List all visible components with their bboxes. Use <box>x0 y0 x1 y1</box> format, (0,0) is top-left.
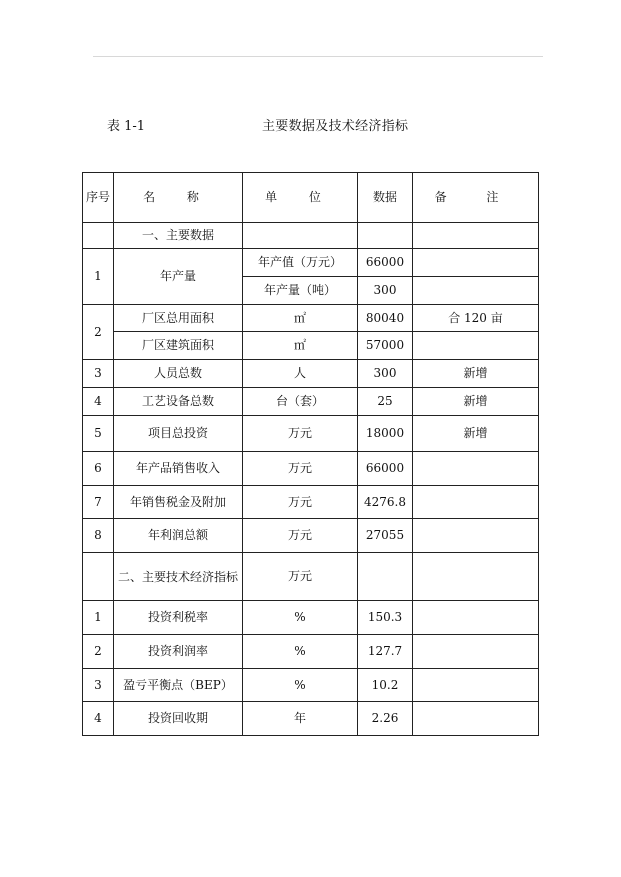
row-seq: 2 <box>83 635 114 669</box>
row-name: 人员总数 <box>114 360 243 388</box>
row-remark <box>413 452 539 486</box>
row-name: 工艺设备总数 <box>114 388 243 416</box>
row-seq: 3 <box>83 669 114 702</box>
table-row <box>83 305 539 332</box>
row-data: 18000 <box>358 416 413 452</box>
row-data: 25 <box>358 388 413 416</box>
row-remark: 新增 <box>413 416 539 452</box>
row-data: 2.26 <box>358 702 413 736</box>
table-row <box>83 452 539 486</box>
row-data: 150.3 <box>358 601 413 635</box>
row-seq: 4 <box>83 702 114 736</box>
table-row <box>83 601 539 635</box>
section-unit: 万元 <box>243 553 358 601</box>
table-row <box>83 702 539 736</box>
row-seq: 8 <box>83 519 114 553</box>
row-name: 年利润总额 <box>114 519 243 553</box>
row-unit: 年 <box>243 702 358 736</box>
header-seq: 序号 <box>83 173 114 223</box>
header-remark: 备 注 <box>413 173 539 223</box>
row-name: 投资利税率 <box>114 601 243 635</box>
row-unit: % <box>243 635 358 669</box>
row-name: 投资利润率 <box>114 635 243 669</box>
row-data: 300 <box>358 360 413 388</box>
row-name: 厂区建筑面积 <box>114 332 243 360</box>
table-header-row <box>83 173 539 223</box>
row-name: 年产品销售收入 <box>114 452 243 486</box>
row-name: 年销售税金及附加 <box>114 486 243 519</box>
table-row <box>83 360 539 388</box>
row-seq: 1 <box>83 249 114 305</box>
row-data: 300 <box>358 277 413 305</box>
row-name: 投资回收期 <box>114 702 243 736</box>
table-row <box>83 249 539 277</box>
row-unit: 万元 <box>243 486 358 519</box>
indicator-table <box>82 172 539 736</box>
section-title: 一、主要数据 <box>114 223 243 249</box>
row-data: 10.2 <box>358 669 413 702</box>
row-remark <box>413 519 539 553</box>
row-seq: 4 <box>83 388 114 416</box>
row-remark <box>413 635 539 669</box>
section-row <box>83 553 539 601</box>
row-unit: ㎡ <box>243 332 358 360</box>
row-seq: 7 <box>83 486 114 519</box>
header-name: 名 称 <box>114 173 243 223</box>
row-name: 项目总投资 <box>114 416 243 452</box>
table-title: 主要数据及技术经济指标 <box>262 119 409 134</box>
table-number: 表 1-1 <box>107 119 146 134</box>
row-remark <box>413 601 539 635</box>
row-remark <box>413 486 539 519</box>
row-data: 27055 <box>358 519 413 553</box>
row-remark <box>413 249 539 277</box>
row-name: 厂区总用面积 <box>114 305 243 332</box>
header-data: 数据 <box>358 173 413 223</box>
table-row <box>83 669 539 702</box>
row-unit: 台（套） <box>243 388 358 416</box>
row-data: 80040 <box>358 305 413 332</box>
row-unit: ㎡ <box>243 305 358 332</box>
section-row <box>83 223 539 249</box>
row-unit: 人 <box>243 360 358 388</box>
header-rule <box>93 56 543 57</box>
row-remark <box>413 702 539 736</box>
row-seq: 1 <box>83 601 114 635</box>
table-row <box>83 486 539 519</box>
row-unit: 万元 <box>243 452 358 486</box>
row-data: 57000 <box>358 332 413 360</box>
row-data: 127.7 <box>358 635 413 669</box>
row-remark: 新增 <box>413 388 539 416</box>
row-data: 4276.8 <box>358 486 413 519</box>
section-title: 二、主要技术经济指标 <box>114 553 243 601</box>
row-data: 66000 <box>358 452 413 486</box>
row-data: 66000 <box>358 249 413 277</box>
row-unit: 年产量（吨） <box>243 277 358 305</box>
row-remark: 新增 <box>413 360 539 388</box>
row-unit: 年产值（万元） <box>243 249 358 277</box>
row-remark <box>413 669 539 702</box>
row-unit: % <box>243 601 358 635</box>
row-unit: % <box>243 669 358 702</box>
row-seq: 2 <box>83 305 114 360</box>
table-row <box>83 635 539 669</box>
header-unit: 单 位 <box>243 173 358 223</box>
row-seq: 5 <box>83 416 114 452</box>
row-name: 年产量 <box>114 249 243 305</box>
row-remark: 合 120 亩 <box>413 305 539 332</box>
row-unit: 万元 <box>243 519 358 553</box>
row-remark <box>413 332 539 360</box>
table-row <box>83 388 539 416</box>
row-remark <box>413 277 539 305</box>
row-seq: 6 <box>83 452 114 486</box>
table-row <box>83 519 539 553</box>
table-row <box>83 332 539 360</box>
row-name: 盈亏平衡点（BEP） <box>114 669 243 702</box>
row-seq: 3 <box>83 360 114 388</box>
row-unit: 万元 <box>243 416 358 452</box>
table-row <box>83 416 539 452</box>
